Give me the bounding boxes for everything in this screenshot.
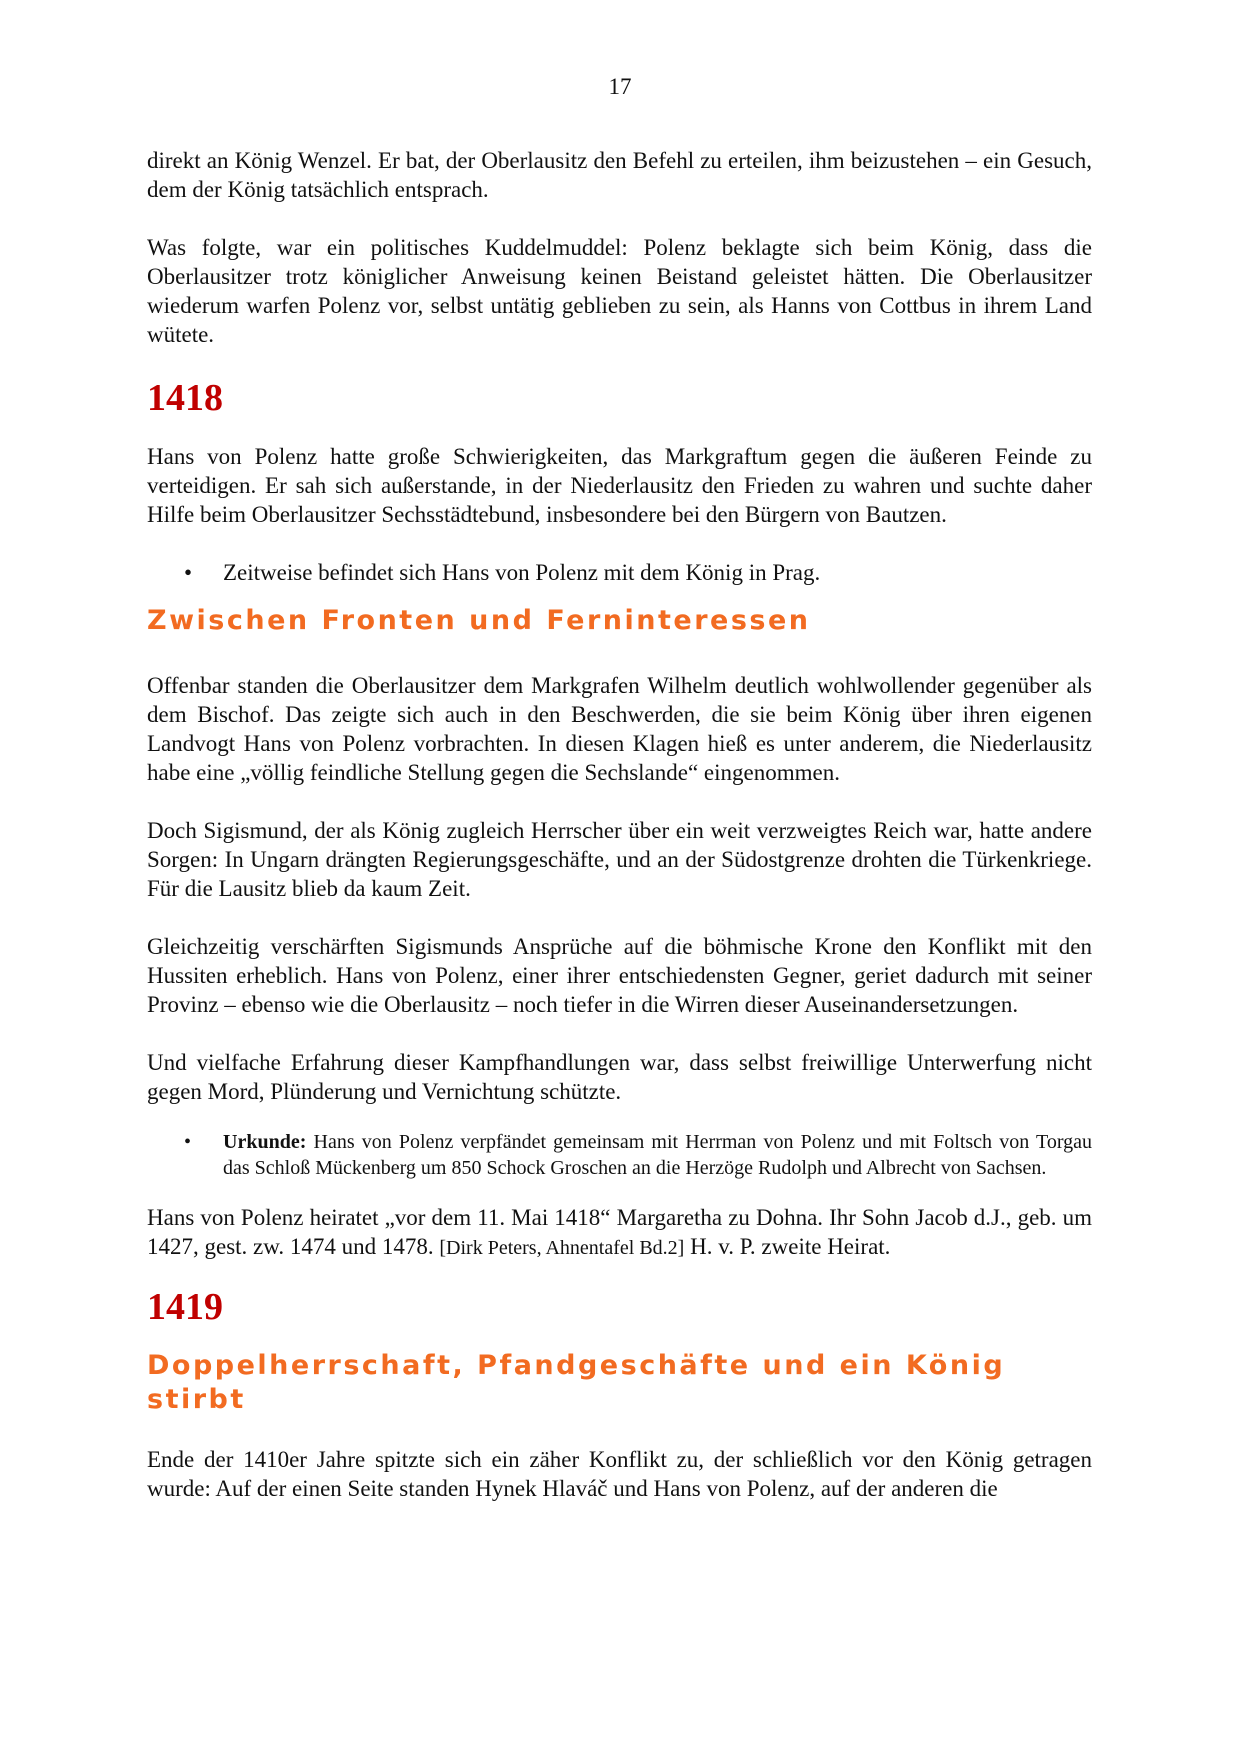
source-reference: [Dirk Peters, Ahnentafel Bd.2] xyxy=(439,1237,685,1259)
paragraph: direkt an König Wenzel. Er bat, der Oberlausitz den Befehl zu erteilen, ihm beizustehen – ein Gesuch, dem der König tatsächlich entsprach. xyxy=(147,148,1092,202)
paragraph: Was folgte, war ein politisches Kuddelmuddel: Polenz beklagte sich beim König, dass die Oberlausitzer trotz königlicher Anweisung keinen Beistand geleistet hätten. Die Oberlausitzer wiederum warfen Polenz vor, selbst untätig geblieben zu sein, als Hanns von Cottbus in ihrem Land wütete. xyxy=(147,235,1092,347)
paragraph: Und vielfache Erfahrung dieser Kampfhandlungen war, dass selbst freiwillige Unterwerfung nicht gegen Mord, Plünderung und Vernichtung schützte. xyxy=(147,1050,1092,1104)
bullet-list xyxy=(147,558,1092,587)
list-item: • Zeitweise befindet sich Hans von Polenz mit dem König in Prag. xyxy=(147,558,1092,587)
paragraph: Ende der 1410er Jahre spitzte sich ein zäher Konflikt zu, der schließlich vor den König getragen wurde: Auf der einen Seite standen Hynek Hlaváč und Hans von Polenz, auf der anderen die xyxy=(147,1447,1092,1501)
section-heading: Zwischen Fronten und Ferninteressen xyxy=(147,605,811,636)
page-body xyxy=(147,146,1092,1503)
paragraph: Gleichzeitig verschärften Sigismunds Ansprüche auf die böhmische Krone den Konflikt mit den Hussiten erheblich. Hans von Polenz, einer ihrer entschiedensten Gegner, geriet dadurch mit seiner Provinz – ebenso wie die Oberlausitz – noch tiefer in die Wirren dieser Auseinandersetzungen. xyxy=(147,934,1092,1017)
paragraph-text: H. v. P. zweite Heirat. xyxy=(684,1234,891,1259)
year-heading-1419: 1419 xyxy=(147,1286,223,1328)
year-heading-1418: 1418 xyxy=(147,377,223,419)
paragraph: Offenbar standen die Oberlausitzer dem Markgrafen Wilhelm deutlich wohlwollender gegenüber als dem Bischof. Das zeigte sich auch in den Beschwerden, die sie beim König über ihren eigenen Landvogt Hans von Polenz vorbrachten. In diesen Klagen hieß es unter anderem, die Niederlausitz habe eine „völlig feindliche Stellung gegen die Sechslande“ eingenommen. xyxy=(147,673,1092,785)
list-item-text: Hans von Polenz verpfändet gemeinsam mit Herrman von Polenz und mit Foltsch von Torgau das Schloß Mückenberg um 850 Schock Groschen an die Herzöge Rudolph und Albrecht von Sachsen. xyxy=(223,1131,1092,1179)
paragraph xyxy=(147,1203,1092,1263)
section-heading: Doppelherrschaft, Pfandgeschäfte und ein König stirbt xyxy=(147,1350,1006,1415)
paragraph-text: Hans von Polenz heiratet „vor dem 11. Mai 1418“ Margaretha zu Dohna. Ihr Sohn Jacob d.J., geb. um 1427, gest. zw. 1474 und 1478. xyxy=(147,1205,1092,1259)
list-item xyxy=(147,1129,1092,1181)
bullet-list xyxy=(147,1129,1092,1181)
document-label: Urkunde: xyxy=(223,1131,307,1153)
paragraph: Hans von Polenz hatte große Schwierigkeiten, das Markgraftum gegen die äußeren Feinde zu verteidigen. Er sah sich außerstande, in der Niederlausitz den Frieden zu wahren und suchte daher Hilfe beim Oberlausitzer Sechsstädtebund, insbesondere bei den Bürgern von Bautzen. xyxy=(147,444,1092,527)
paragraph: Doch Sigismund, der als König zugleich Herrscher über ein weit verzweigtes Reich war, hatte andere Sorgen: In Ungarn drängten Regierungsgeschäfte, und an der Südostgrenze drohten die Türkenkriege. Für die Lausitz blieb da kaum Zeit. xyxy=(147,818,1092,901)
page-number: 17 xyxy=(608,74,632,99)
